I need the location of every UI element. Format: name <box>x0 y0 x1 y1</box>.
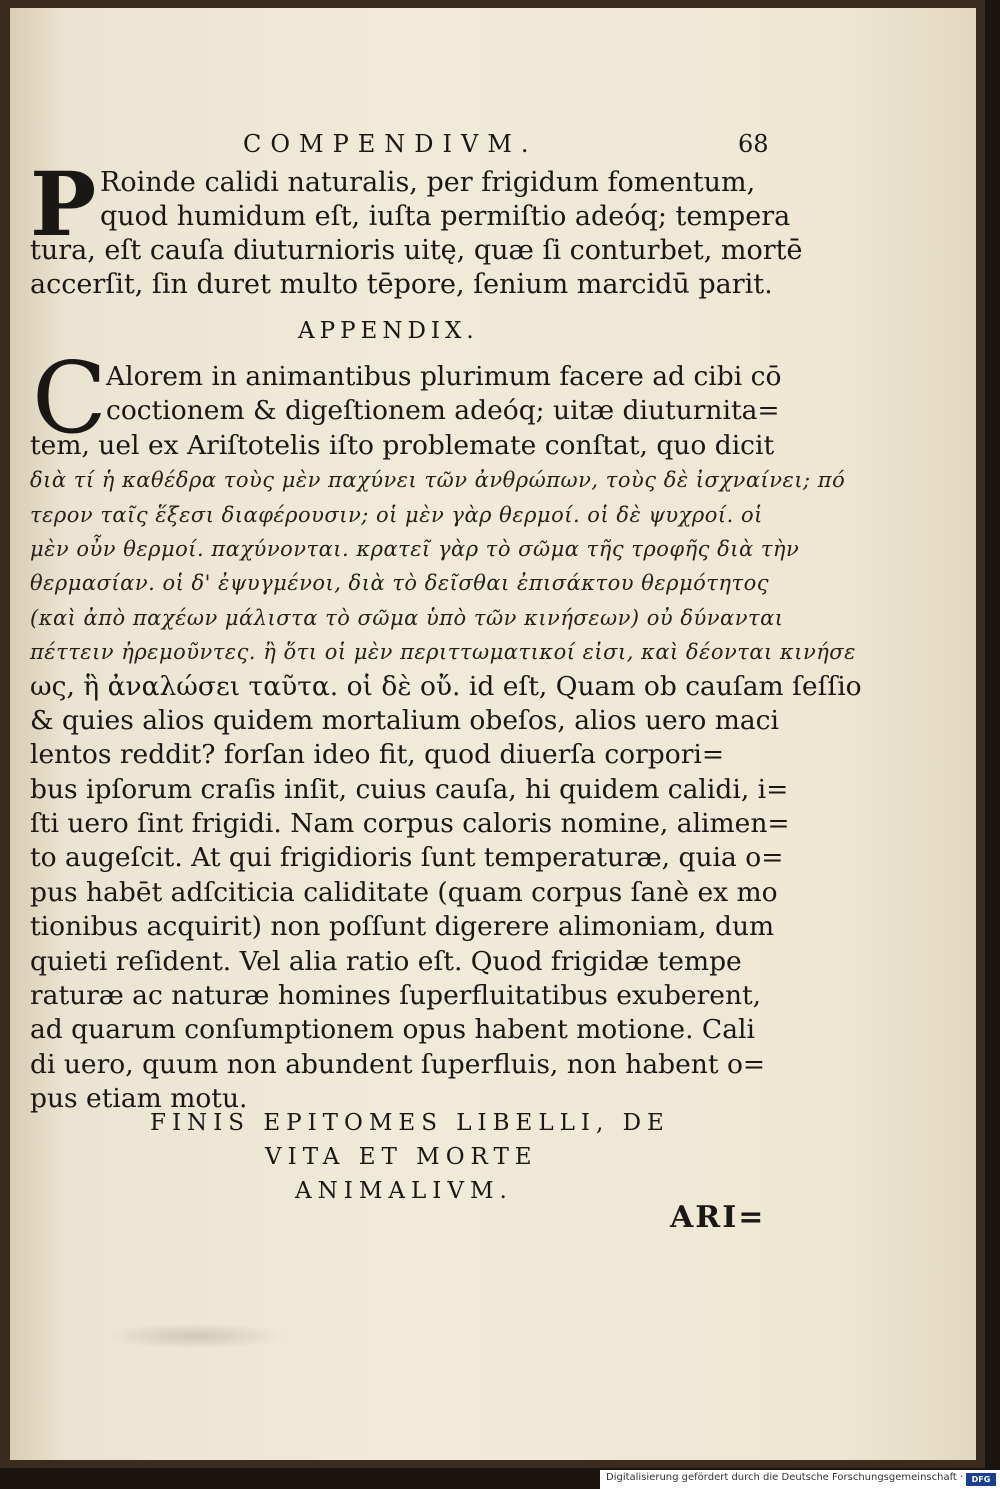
text-line: to augeſcit. At qui frigidioris ſunt temperaturæ, quia o= <box>30 842 784 874</box>
text-line: ως, ἣ ἀναλώσει ταῦτα. οἱ δὲ οὔ. id eſt, Quam ob cauſam ſeſſio <box>30 670 862 702</box>
text-line: tionibus acquirit) non poſſunt digerere alimoniam, dum <box>30 911 775 943</box>
text-line: tura, eſt cauſa diuturnioris uitę, quæ ſi conturbet, mortē <box>30 235 803 266</box>
dfg-logo-icon: DFG <box>966 1473 996 1486</box>
text-line: quod humidum eſt, iuſta permiſtio adeóq; tempera <box>100 201 791 232</box>
ink-stain <box>105 1323 285 1349</box>
text-line: di uero, quum non abundent ſuperfluis, non habent o= <box>30 1048 766 1080</box>
text-line: quieti reſident. Vel alia ratio eſt. Quod frigidæ tempe <box>30 945 742 977</box>
greek-line: μὲν οὖν θερμοί. παχύνονται. κρατεῖ γὰρ τὸ σῶμα τῆς τροφῆς διὰ τὴν <box>30 536 800 561</box>
text-line: raturæ ac naturæ homines ſuperfluitatibus exuberent, <box>30 980 762 1012</box>
greek-line: θερμασίαν. οἱ δ' ἐψυγμένοι, διὰ τὸ δεῖσθαι ἐπισάκτου θερμότητος <box>30 571 770 596</box>
text-line: lentos reddit? forſan ideo fit, quod diuerſa corpori= <box>30 739 725 771</box>
greek-line: πέττειν ἠρεμοῦντες. ἢ ὅτι οἱ μὲν περιττωματικοί εἰσι, καὶ δέονται κινήσε <box>30 640 856 665</box>
colophon-line: ANIMALIVM. <box>295 1178 513 1204</box>
page-number: 68 <box>738 130 769 158</box>
text-line: accerſit, ſin duret multo tēpore, ſenium marcidū parit. <box>30 269 773 300</box>
text-line: pus habēt adſciticia caliditate (quam corpus ſanè ex mo <box>30 876 778 908</box>
text-line: ſti uero ſint frigidi. Nam corpus caloris nomine, alimen= <box>30 808 790 840</box>
greek-line: διὰ τί ἡ καθέδρα τοὺς μὲν παχύνει τῶν ἀνθρώπων, τοὺς δὲ ἰσχναίνει; πό <box>30 468 846 493</box>
text-line: bus ipſorum craſis inſit, cuius cauſa, hi quidem calidi, i= <box>30 773 789 805</box>
digitization-footer <box>600 1470 1000 1489</box>
catchword: ARI= <box>670 1200 766 1235</box>
colophon-line: VITA ET MORTE <box>265 1144 538 1170</box>
running-title: COMPENDIVM. <box>243 130 538 158</box>
text-line: Alorem in animantibus plurimum facere ad cibi cō <box>106 361 782 392</box>
text-line: pus etiam motu. <box>30 1083 248 1115</box>
text-line: Roinde calidi naturalis, per frigidum fomentum, <box>100 167 756 198</box>
text-line: & quies alios quidem mortalium obeſos, alios uero maci <box>30 704 780 736</box>
text-line: ad quarum conſumptionem opus habent motione. Cali <box>30 1014 755 1046</box>
book-page <box>10 8 976 1460</box>
page-header <box>10 130 976 160</box>
drop-cap-c: C <box>32 342 107 456</box>
drop-cap-p: P <box>30 152 97 256</box>
colophon-line: FINIS EPITOMES LIBELLI, DE <box>150 1110 670 1136</box>
greek-line: τερον ταῖς ἕξεσι διαφέρουσιν; οἱ μὲν γὰρ θερμοί. οἱ δὲ ψυχροί. οἱ <box>30 502 763 527</box>
paragraph-main <box>30 152 803 302</box>
funding-credit: Digitalisierung gefördert durch die Deutsche Forschungsgemeinschaft · <box>606 1472 964 1483</box>
appendix-heading: APPENDIX. <box>298 318 479 344</box>
text-line: coctionem & digeſtionem adeóq; uitæ diuturnita= <box>106 395 780 427</box>
greek-line: (καὶ ἀπὸ παχέων μάλιστα τὸ σῶμα ὑπὸ τῶν κινήσεων) οὐ δύνανται <box>30 605 784 630</box>
text-line: tem, uel ex Ariſtotelis iſto problemate conſtat, quo dicit <box>30 429 775 461</box>
paragraph-appendix <box>30 342 862 1117</box>
